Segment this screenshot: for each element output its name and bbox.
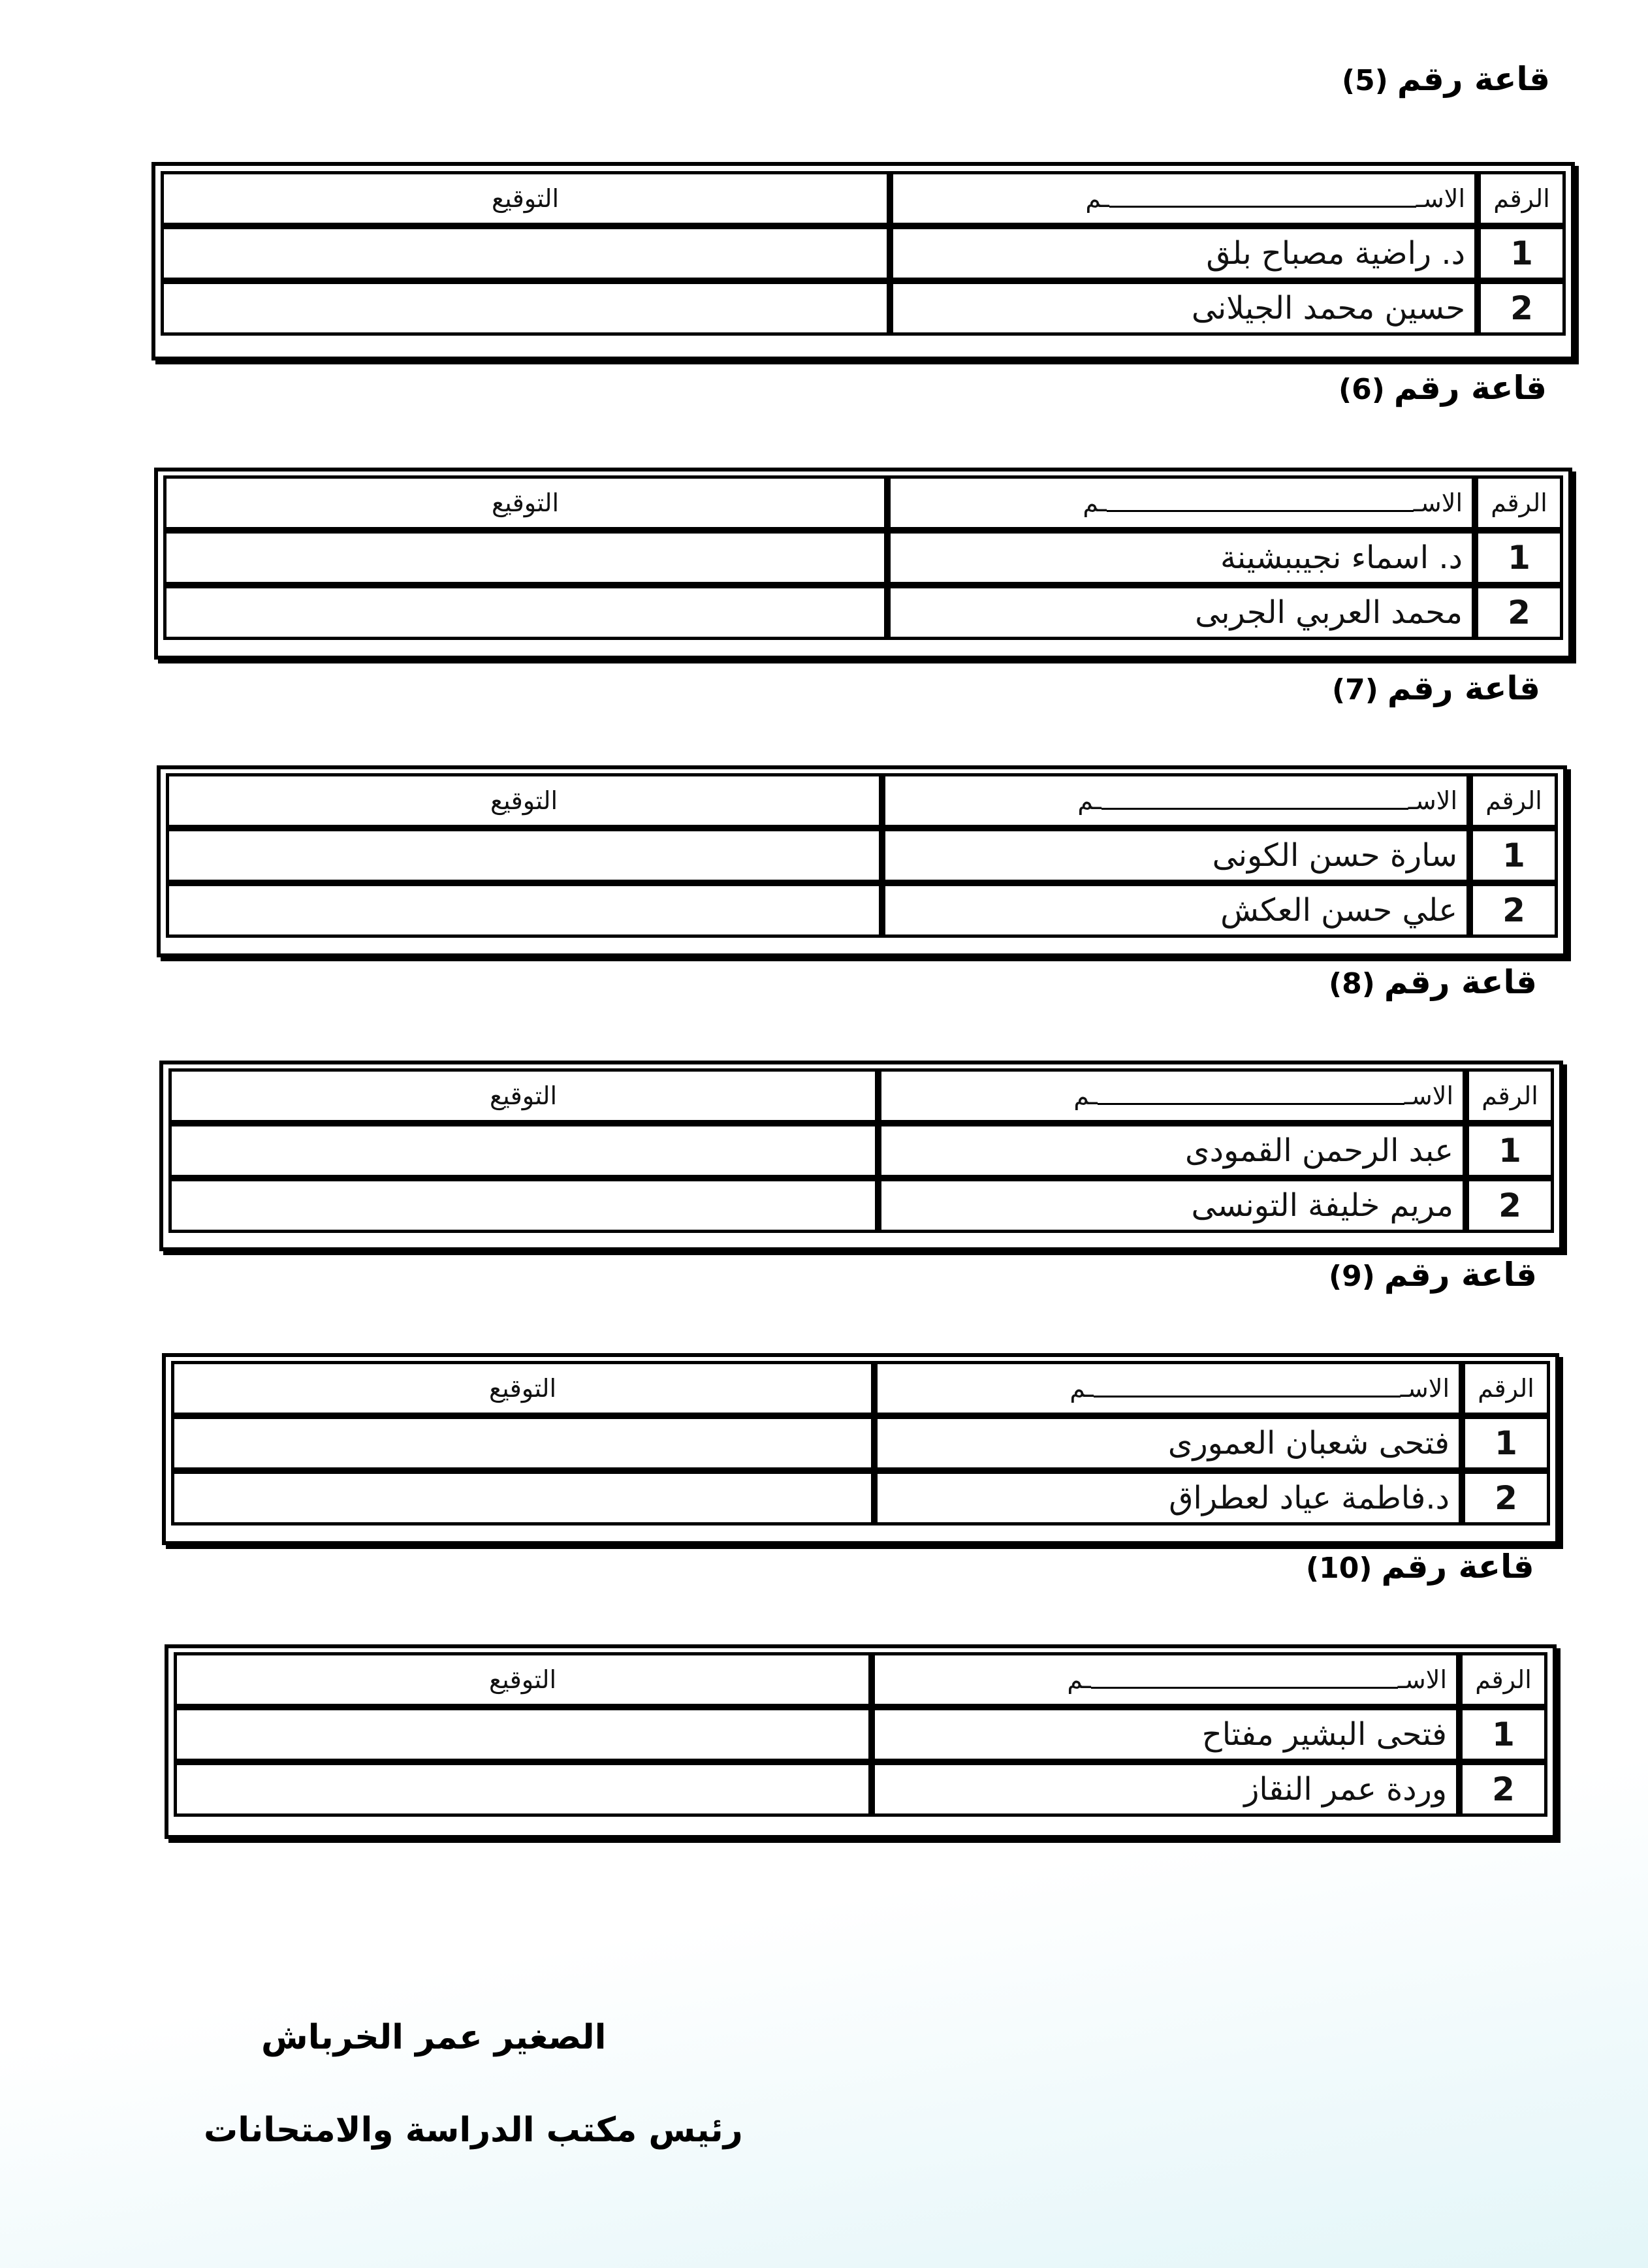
row-name: عبد الرحمن القمودى — [878, 1123, 1466, 1178]
header-number: الرقم — [1478, 171, 1566, 226]
header-signature: التوقيع — [168, 1068, 878, 1123]
signature-cell[interactable] — [171, 1416, 874, 1471]
table-row — [166, 883, 1558, 938]
hall-title — [1329, 1256, 1537, 1294]
signature-cell[interactable] — [174, 1707, 872, 1762]
header-name-start: الاسـ — [1404, 1081, 1453, 1110]
table-header-row — [168, 1068, 1554, 1123]
hall-title — [1339, 369, 1547, 407]
table-row — [174, 1762, 1547, 1817]
row-number: 2 — [1459, 1762, 1547, 1817]
header-name-end: ـم — [1083, 488, 1107, 517]
hall-title-label: قاعة رقم — [1381, 1548, 1534, 1586]
table-row — [174, 1707, 1547, 1762]
row-number: 2 — [1462, 1471, 1550, 1525]
row-name: حسين محمد الجيلانى — [890, 281, 1478, 336]
signature-cell[interactable] — [163, 530, 887, 585]
header-name — [890, 171, 1478, 226]
row-number: 1 — [1470, 828, 1558, 883]
header-name-stretch — [1091, 1687, 1398, 1689]
header-number: الرقم — [1470, 773, 1558, 828]
hall-title-label: قاعة رقم — [1384, 963, 1537, 1001]
header-name-start: الاسـ — [1413, 488, 1463, 517]
roster-table — [174, 1652, 1547, 1817]
hall-title-number: (9) — [1329, 1260, 1375, 1293]
header-number: الرقم — [1459, 1652, 1547, 1707]
header-name-end: ـم — [1070, 1374, 1094, 1403]
hall-title-number: (8) — [1329, 967, 1375, 1000]
table-row — [163, 530, 1563, 585]
hall-title-label: قاعة رقم — [1384, 1256, 1537, 1294]
row-number: 1 — [1475, 530, 1563, 585]
signature-cell[interactable] — [168, 1178, 878, 1233]
roster-table — [163, 475, 1563, 640]
header-signature: التوقيع — [163, 475, 887, 530]
signature-cell[interactable] — [161, 281, 890, 336]
hall-title-number: (10) — [1306, 1552, 1372, 1585]
table-row — [161, 281, 1566, 336]
header-name-stretch — [1098, 1103, 1404, 1105]
row-number: 2 — [1470, 883, 1558, 938]
hall-title-number: (7) — [1332, 673, 1378, 707]
row-number: 2 — [1466, 1178, 1554, 1233]
table-row — [161, 226, 1566, 281]
header-name-end: ـم — [1085, 184, 1109, 213]
table-row — [171, 1471, 1550, 1525]
header-number: الرقم — [1462, 1361, 1550, 1416]
signature-cell[interactable] — [171, 1471, 874, 1525]
table-header-row — [174, 1652, 1547, 1707]
row-number: 2 — [1478, 281, 1566, 336]
signature-cell[interactable] — [174, 1762, 872, 1817]
signature-cell[interactable] — [163, 585, 887, 640]
header-name — [874, 1361, 1462, 1416]
hall-title — [1342, 60, 1550, 98]
header-name — [882, 773, 1470, 828]
row-number: 1 — [1462, 1416, 1550, 1471]
header-signature: التوقيع — [171, 1361, 874, 1416]
header-signature: التوقيع — [174, 1652, 872, 1707]
row-name: وردة عمر النقاز — [872, 1762, 1459, 1817]
row-name: علي حسن العكش — [882, 883, 1470, 938]
header-name-stretch — [1101, 808, 1408, 810]
header-name — [878, 1068, 1466, 1123]
header-name-end: ـم — [1077, 786, 1101, 815]
table-header-row — [171, 1361, 1550, 1416]
signature-cell[interactable] — [168, 1123, 878, 1178]
roster-table — [171, 1361, 1550, 1525]
header-signature: التوقيع — [161, 171, 890, 226]
signature-cell[interactable] — [166, 828, 882, 883]
header-name-start: الاسـ — [1416, 184, 1465, 213]
table-header-row — [163, 475, 1563, 530]
header-number: الرقم — [1475, 475, 1563, 530]
signature-cell[interactable] — [166, 883, 882, 938]
header-name-end: ـم — [1067, 1665, 1091, 1694]
hall-title-number: (6) — [1339, 373, 1385, 406]
roster-table — [166, 773, 1558, 938]
hall-title-label: قاعة رقم — [1393, 369, 1547, 407]
header-number: الرقم — [1466, 1068, 1554, 1123]
row-number: 1 — [1459, 1707, 1547, 1762]
header-name-stretch — [1109, 206, 1416, 208]
row-number: 1 — [1478, 226, 1566, 281]
row-name: د.فاطمة عياد لعطراق — [874, 1471, 1462, 1525]
row-number: 1 — [1466, 1123, 1554, 1178]
signature-cell[interactable] — [161, 226, 890, 281]
table-row — [166, 828, 1558, 883]
hall-title-label: قاعة رقم — [1387, 669, 1540, 707]
hall-title — [1306, 1548, 1534, 1586]
header-name-stretch — [1107, 510, 1414, 512]
table-row — [163, 585, 1563, 640]
header-name-start: الاسـ — [1408, 786, 1457, 815]
table-row — [168, 1178, 1554, 1233]
signatory-position: رئيس مكتب الدراسة والامتحانات — [204, 2111, 743, 2150]
header-signature: التوقيع — [166, 773, 882, 828]
header-name-stretch — [1094, 1396, 1401, 1398]
row-name: سارة حسن الكونى — [882, 828, 1470, 883]
row-number: 2 — [1475, 585, 1563, 640]
header-name — [887, 475, 1475, 530]
row-name: محمد العربي الجربى — [887, 585, 1475, 640]
table-header-row — [166, 773, 1558, 828]
hall-title-number: (5) — [1342, 64, 1388, 97]
header-name-start: الاسـ — [1397, 1665, 1447, 1694]
hall-title — [1329, 963, 1537, 1001]
hall-title-label: قاعة رقم — [1397, 60, 1550, 98]
row-name: فتحى شعبان العمورى — [874, 1416, 1462, 1471]
hall-title — [1332, 669, 1540, 707]
header-name-end: ـم — [1073, 1081, 1098, 1110]
header-name — [872, 1652, 1459, 1707]
row-name: د. اسماء نجيببشينة — [887, 530, 1475, 585]
header-name-start: الاسـ — [1400, 1374, 1450, 1403]
table-header-row — [161, 171, 1566, 226]
row-name: مريم خليفة التونسى — [878, 1178, 1466, 1233]
row-name: فتحى البشير مفتاح — [872, 1707, 1459, 1762]
table-row — [168, 1123, 1554, 1178]
roster-table — [168, 1068, 1554, 1233]
table-row — [171, 1416, 1550, 1471]
roster-table — [161, 171, 1566, 336]
row-name: د. راضية مصباح بلق — [890, 226, 1478, 281]
signatory-name: الصغير عمر الخرباش — [261, 2018, 607, 2057]
